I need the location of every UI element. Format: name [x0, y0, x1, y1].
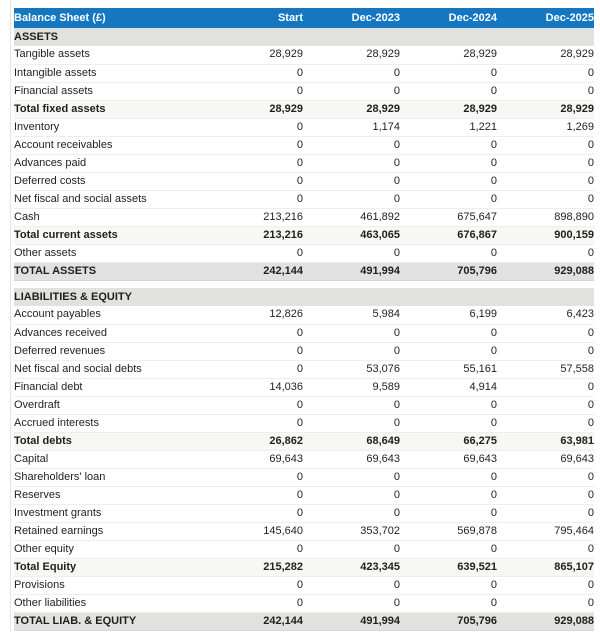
row-spacer: [14, 280, 594, 288]
cell-value: 0: [206, 172, 303, 190]
cell-value: 0: [303, 414, 400, 432]
section-row: [14, 288, 594, 306]
cell-value: 242,144: [206, 612, 303, 630]
cell-value: 0: [497, 136, 594, 154]
cell-value: 0: [497, 576, 594, 594]
cell-value: 0: [206, 396, 303, 414]
cell-value: 929,088: [497, 612, 594, 630]
cell-value: 463,065: [303, 226, 400, 244]
cell-value: 0: [497, 504, 594, 522]
cell-value: 213,216: [206, 208, 303, 226]
item-row: [14, 208, 594, 226]
cell-value: 0: [206, 468, 303, 486]
col-header-dec-2024: Dec-2024: [400, 8, 497, 28]
cell-value: 795,464: [497, 522, 594, 540]
cell-value: 28,929: [206, 100, 303, 118]
cell-value: 0: [206, 360, 303, 378]
subtotal-row: [14, 100, 594, 118]
row-label: Shareholders' loan: [14, 468, 206, 486]
cell-value: 0: [303, 504, 400, 522]
cell-value: 0: [303, 486, 400, 504]
cell-value: 0: [497, 594, 594, 612]
item-row: [14, 342, 594, 360]
cell-value: 57,558: [497, 360, 594, 378]
row-label: Inventory: [14, 118, 206, 136]
row-label: Net fiscal and social debts: [14, 360, 206, 378]
cell-value: 0: [303, 64, 400, 82]
cell-value: 0: [400, 414, 497, 432]
cell-value: 0: [206, 82, 303, 100]
cell-value: 12,826: [206, 306, 303, 324]
cell-value: 0: [303, 342, 400, 360]
cell-value: 0: [206, 504, 303, 522]
cell-value: 0: [303, 540, 400, 558]
row-label: Retained earnings: [14, 522, 206, 540]
cell-value: 0: [400, 342, 497, 360]
cell-value: 0: [497, 82, 594, 100]
cell-value: 0: [206, 540, 303, 558]
cell-value: 0: [303, 576, 400, 594]
cell-value: 0: [497, 172, 594, 190]
cell-value: 491,994: [303, 262, 400, 280]
cell-value: 0: [303, 190, 400, 208]
cell-value: 491,994: [303, 612, 400, 630]
cell-value: 0: [206, 342, 303, 360]
balance-sheet-card: [10, 0, 600, 632]
cell-value: 676,867: [400, 226, 497, 244]
table-title: Balance Sheet (£): [14, 8, 206, 28]
cell-value: 28,929: [303, 46, 400, 64]
cell-value: 0: [497, 154, 594, 172]
col-header-dec-2025: Dec-2025: [497, 8, 594, 28]
cell-value: 639,521: [400, 558, 497, 576]
item-row: [14, 306, 594, 324]
table-header-row: [14, 8, 594, 28]
cell-value: 0: [400, 504, 497, 522]
item-row: [14, 414, 594, 432]
item-row: [14, 324, 594, 342]
cell-value: 0: [303, 396, 400, 414]
cell-value: 898,890: [497, 208, 594, 226]
cell-value: 0: [497, 396, 594, 414]
cell-value: 0: [206, 414, 303, 432]
section-row: [14, 28, 594, 46]
cell-value: 0: [206, 118, 303, 136]
row-label: Total Equity: [14, 558, 206, 576]
cell-value: 0: [206, 136, 303, 154]
cell-value: 0: [206, 190, 303, 208]
row-label: Financial debt: [14, 378, 206, 396]
cell-value: 0: [497, 324, 594, 342]
cell-value: 0: [400, 136, 497, 154]
row-label: Deferred costs: [14, 172, 206, 190]
cell-value: 28,929: [497, 100, 594, 118]
cell-value: 28,929: [400, 46, 497, 64]
cell-value: 0: [497, 342, 594, 360]
row-label: Other assets: [14, 244, 206, 262]
cell-value: 28,929: [206, 46, 303, 64]
cell-value: 14,036: [206, 378, 303, 396]
row-label: Total debts: [14, 432, 206, 450]
item-row: [14, 46, 594, 64]
item-row: [14, 468, 594, 486]
cell-value: 1,221: [400, 118, 497, 136]
cell-value: 0: [206, 244, 303, 262]
cell-value: 929,088: [497, 262, 594, 280]
cell-value: 0: [400, 540, 497, 558]
cell-value: 461,892: [303, 208, 400, 226]
cell-value: 0: [497, 540, 594, 558]
cell-value: 423,345: [303, 558, 400, 576]
row-label: ASSETS: [14, 28, 594, 46]
cell-value: 69,643: [303, 450, 400, 468]
row-label: Account payables: [14, 306, 206, 324]
row-label: Investment grants: [14, 504, 206, 522]
cell-value: 0: [497, 64, 594, 82]
row-label: Reserves: [14, 486, 206, 504]
cell-value: 0: [303, 154, 400, 172]
item-row: [14, 118, 594, 136]
cell-value: 66,275: [400, 432, 497, 450]
cell-value: 4,914: [400, 378, 497, 396]
cell-value: 569,878: [400, 522, 497, 540]
subtotal-row: [14, 558, 594, 576]
item-row: [14, 450, 594, 468]
cell-value: 0: [303, 594, 400, 612]
cell-value: 0: [400, 190, 497, 208]
cell-value: 0: [400, 82, 497, 100]
row-label: Accrued interests: [14, 414, 206, 432]
total-row: [14, 262, 594, 280]
cell-value: 353,702: [303, 522, 400, 540]
cell-value: 63,981: [497, 432, 594, 450]
item-row: [14, 82, 594, 100]
row-label: Advances received: [14, 324, 206, 342]
cell-value: 0: [497, 414, 594, 432]
cell-value: 0: [206, 154, 303, 172]
item-row: [14, 154, 594, 172]
item-row: [14, 136, 594, 154]
item-row: [14, 504, 594, 522]
cell-value: 0: [303, 244, 400, 262]
cell-value: 0: [400, 324, 497, 342]
cell-value: 28,929: [303, 100, 400, 118]
cell-value: 0: [206, 324, 303, 342]
cell-value: 0: [400, 576, 497, 594]
subtotal-row: [14, 432, 594, 450]
cell-value: 675,647: [400, 208, 497, 226]
item-row: [14, 486, 594, 504]
cell-value: 242,144: [206, 262, 303, 280]
cell-value: 0: [400, 396, 497, 414]
subtotal-row: [14, 226, 594, 244]
col-header-start: Start: [206, 8, 303, 28]
cell-value: 69,643: [497, 450, 594, 468]
cell-value: 0: [400, 172, 497, 190]
cell-value: 0: [497, 486, 594, 504]
cell-value: 145,640: [206, 522, 303, 540]
cell-value: 1,174: [303, 118, 400, 136]
cell-value: 0: [303, 172, 400, 190]
row-label: TOTAL LIAB. & EQUITY: [14, 612, 206, 630]
row-label: Total current assets: [14, 226, 206, 244]
cell-value: 0: [400, 154, 497, 172]
cell-value: 0: [400, 486, 497, 504]
cell-value: 0: [206, 594, 303, 612]
row-label: Cash: [14, 208, 206, 226]
cell-value: 0: [497, 378, 594, 396]
cell-value: 865,107: [497, 558, 594, 576]
cell-value: 0: [303, 324, 400, 342]
cell-value: 213,216: [206, 226, 303, 244]
cell-value: 9,589: [303, 378, 400, 396]
spacer-row: [14, 280, 594, 288]
col-header-dec-2023: Dec-2023: [303, 8, 400, 28]
row-label: Intangible assets: [14, 64, 206, 82]
row-label: Overdraft: [14, 396, 206, 414]
cell-value: 0: [303, 82, 400, 100]
cell-value: 6,423: [497, 306, 594, 324]
item-row: [14, 522, 594, 540]
cell-value: 69,643: [400, 450, 497, 468]
item-row: [14, 540, 594, 558]
cell-value: 0: [206, 64, 303, 82]
cell-value: 28,929: [400, 100, 497, 118]
cell-value: 53,076: [303, 360, 400, 378]
row-label: Other equity: [14, 540, 206, 558]
row-label: Financial assets: [14, 82, 206, 100]
row-label: Total fixed assets: [14, 100, 206, 118]
cell-value: 5,984: [303, 306, 400, 324]
cell-value: 215,282: [206, 558, 303, 576]
item-row: [14, 172, 594, 190]
cell-value: 69,643: [206, 450, 303, 468]
cell-value: 0: [497, 244, 594, 262]
cell-value: 705,796: [400, 612, 497, 630]
cell-value: 6,199: [400, 306, 497, 324]
cell-value: 0: [303, 468, 400, 486]
cell-value: 0: [400, 244, 497, 262]
cell-value: 28,929: [497, 46, 594, 64]
cell-value: 0: [497, 468, 594, 486]
cell-value: 0: [400, 594, 497, 612]
item-row: [14, 360, 594, 378]
cell-value: 0: [303, 136, 400, 154]
row-label: Account receivables: [14, 136, 206, 154]
row-label: Other liabilities: [14, 594, 206, 612]
item-row: [14, 594, 594, 612]
cell-value: 0: [206, 486, 303, 504]
item-row: [14, 190, 594, 208]
row-label: Tangible assets: [14, 46, 206, 64]
balance-sheet-table: [14, 8, 594, 631]
row-label: Advances paid: [14, 154, 206, 172]
row-label: Deferred revenues: [14, 342, 206, 360]
row-label: TOTAL ASSETS: [14, 262, 206, 280]
cell-value: 705,796: [400, 262, 497, 280]
item-row: [14, 244, 594, 262]
cell-value: 900,159: [497, 226, 594, 244]
item-row: [14, 576, 594, 594]
row-label: Capital: [14, 450, 206, 468]
cell-value: 1,269: [497, 118, 594, 136]
cell-value: 68,649: [303, 432, 400, 450]
item-row: [14, 64, 594, 82]
row-label: Net fiscal and social assets: [14, 190, 206, 208]
cell-value: 0: [497, 190, 594, 208]
row-label: Provisions: [14, 576, 206, 594]
cell-value: 26,862: [206, 432, 303, 450]
cell-value: 55,161: [400, 360, 497, 378]
cell-value: 0: [400, 468, 497, 486]
cell-value: 0: [206, 576, 303, 594]
item-row: [14, 378, 594, 396]
total-row: [14, 612, 594, 630]
cell-value: 0: [400, 64, 497, 82]
item-row: [14, 396, 594, 414]
row-label: LIABILITIES & EQUITY: [14, 288, 594, 306]
